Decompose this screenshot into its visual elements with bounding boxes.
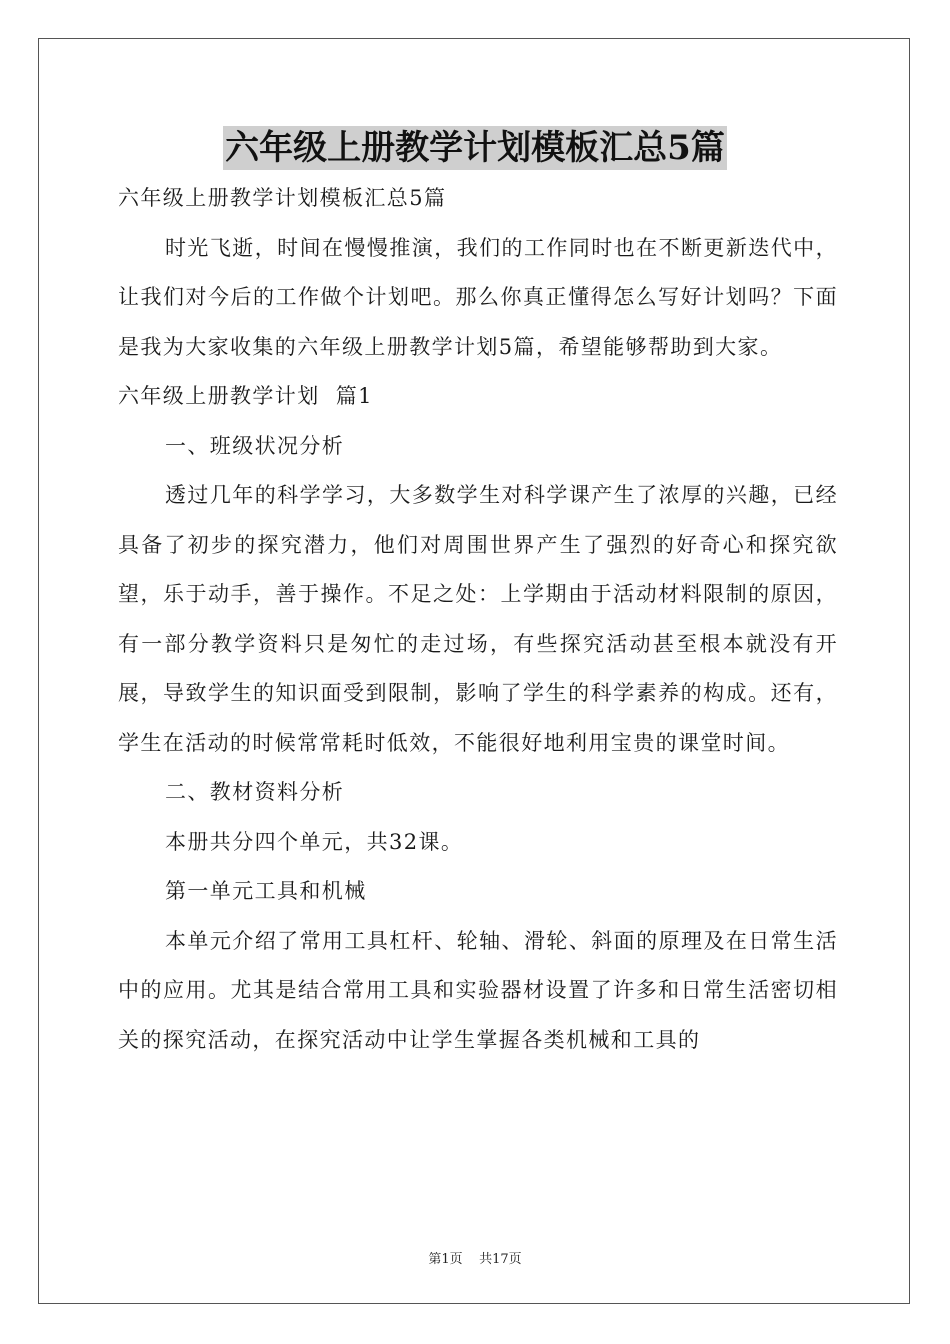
part2-line: 本册共分四个单元，共32课。 bbox=[165, 829, 464, 854]
document-body bbox=[118, 174, 838, 1065]
part1-paragraph: 透过几年的科学学习，大多数学生对科学课产生了浓厚的兴趣，已经具备了初步的探究潜力，他们对周围世界产生了强烈的好奇心和探究欲望，乐于动手，善于操作。不足之处：上学期由于活动材料限制的原因，有一部分教学资料只是匆忙的走过场，有些探究活动甚至根本就没有开展，导致学生的知识面受到限制，影响了学生的科学素养的构成。还有，学生在活动的时候常常耗时低效，不能很好地利用宝贵的课堂时间。 bbox=[118, 483, 838, 755]
page-footer: 第1页 共17页 bbox=[428, 1252, 522, 1267]
unit1-heading: 第一单元工具和机械 bbox=[165, 879, 367, 903]
document-subtitle: 六年级上册教学计划模板汇总5篇 bbox=[118, 186, 447, 210]
intro-paragraph: 时光飞逝，时间在慢慢推演，我们的工作同时也在不断更新迭代中，让我们对今后的工作做个计划吧。那么你真正懂得怎么写好计划吗？下面是我为大家收集的六年级上册教学计划5篇，希望能够帮助到大家。 bbox=[118, 235, 838, 359]
unit1-paragraph: 本单元介绍了常用工具杠杆、轮轴、滑轮、斜面的原理及在日常生活中的应用。尤其是结合常用工具和实验器材设置了许多和日常生活密切相关的探究活动，在探究活动中让学生掌握各类机械和工具的 bbox=[118, 928, 838, 1052]
title-container bbox=[0, 126, 950, 170]
section-heading: 六年级上册教学计划 篇1 bbox=[118, 384, 373, 408]
part2-heading: 二、教材资料分析 bbox=[165, 780, 345, 804]
document-title: 六年级上册教学计划模板汇总5篇 bbox=[225, 128, 725, 168]
part1-heading: 一、班级状况分析 bbox=[165, 433, 345, 458]
